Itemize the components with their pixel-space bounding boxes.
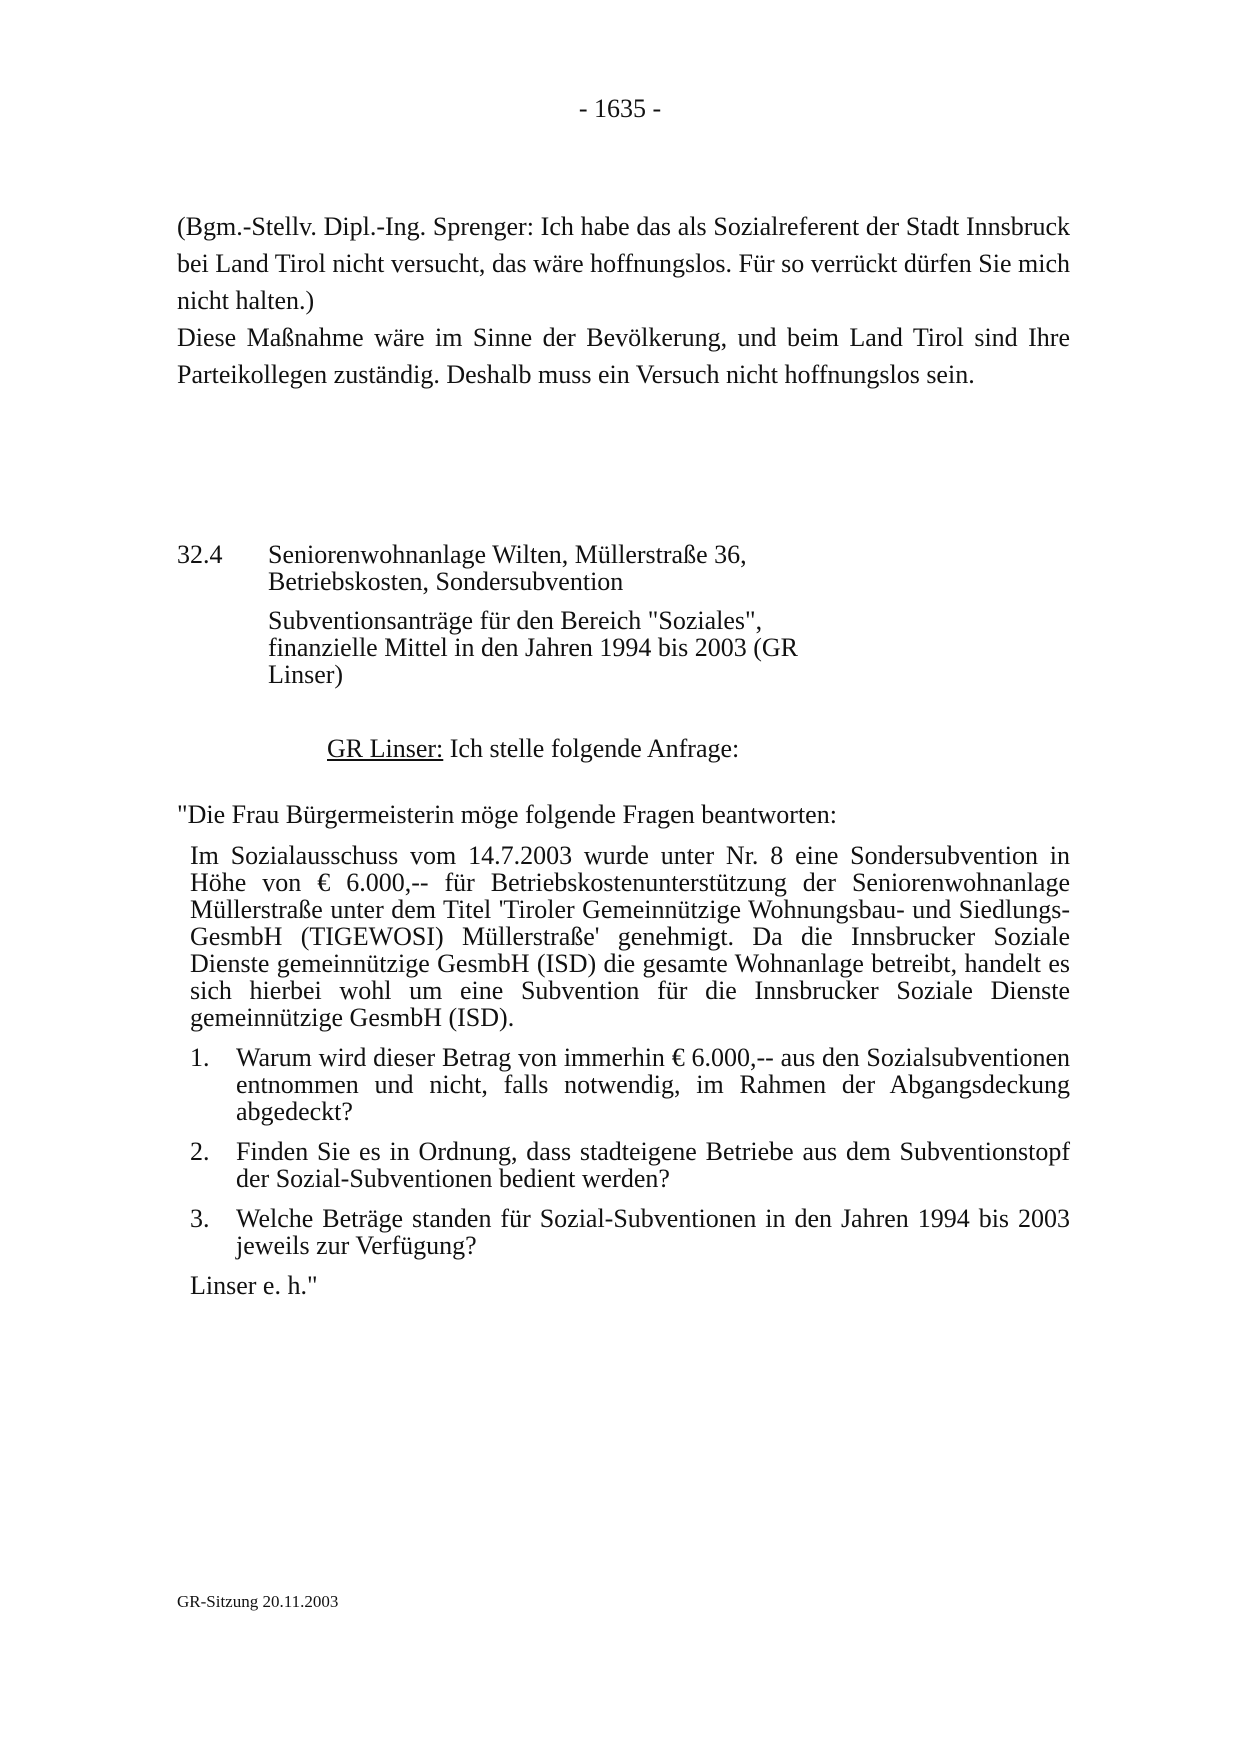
speaker-line: [327, 734, 739, 764]
interjection-text: (Bgm.-Stellv. Dipl.-Ing. Sprenger: Ich habe das als Sozialreferent der Stadt Innsbruck bei Land Tirol nicht versucht, das wäre hoffnungslos. Für so verrückt dürfen Sie mich nicht halten.): [177, 212, 1070, 315]
response-text: Diese Maßnahme wäre im Sinne der Bevölkerung, und beim Land Tirol sind Ihre Parteikollegen zuständig. Deshalb muss ein Versuch nicht hoffnungslos sein.: [177, 323, 1070, 389]
agenda-item-title: Seniorenwohnanlage Wilten, Müllerstraße 36, Betriebskosten, Sondersubvention: [268, 540, 747, 596]
agenda-item-number: 32.4: [177, 540, 223, 569]
agenda-item-text: [268, 541, 868, 688]
signature: Linser e. h.": [190, 1271, 318, 1300]
speaker-statement: Ich stelle folgende Anfrage:: [443, 734, 740, 763]
list-item-text: Welche Beträge standen für Sozial-Subventionen in den Jahren 1994 bis 2003 jeweils zur Verfügung?: [236, 1204, 1070, 1260]
interjection-paragraph: [177, 208, 1070, 319]
question-opening: "Die Frau Bürgermeisterin möge folgende Fragen beantworten:: [177, 800, 837, 829]
list-item-number: 2.: [190, 1137, 210, 1166]
list-item-number: 3.: [190, 1204, 210, 1233]
speaker-name: GR Linser:: [327, 734, 444, 763]
list-item-text: Warum wird dieser Betrag von immerhin € 6.000,-- aus den Sozialsubventionen entnommen und nicht, falls notwendig, im Rahmen der Abgangsdeckung abgedeckt?: [236, 1043, 1070, 1126]
page-number: - 1635 -: [578, 94, 662, 123]
list-item: [190, 1205, 1070, 1259]
list-item: [190, 1138, 1070, 1192]
question-intro: Im Sozialausschuss vom 14.7.2003 wurde unter Nr. 8 eine Sondersubvention in Höhe von € 6.000,-- für Betriebskostenunterstützung der Seniorenwohnanlage Müllerstraße unter dem Titel 'Tiroler Gemeinnützige Wohnungsbau- und Siedlungs-GesmbH (TIGEWOSI) Müllerstraße' genehmigt. Da die Innsbrucker Soziale Dienste gemeinnützige GesmbH (ISD) die gesamte Wohnanlage betreibt, handelt es sich hierbei wohl um eine Subvention für die Innsbrucker Soziale Dienste gemeinnützige GesmbH (ISD).: [190, 841, 1070, 1032]
list-item-number: 1.: [190, 1043, 210, 1072]
question-list: [190, 1044, 1070, 1259]
question-body: [190, 842, 1070, 1299]
list-item: [190, 1044, 1070, 1125]
response-paragraph: [177, 319, 1070, 393]
page-footer: GR-Sitzung 20.11.2003: [177, 1592, 339, 1611]
list-item-text: Finden Sie es in Ordnung, dass stadteigene Betriebe aus dem Subventionstopf der Sozial-Subventionen bedient werden?: [236, 1137, 1070, 1193]
agenda-item-subtitle: Subventionsanträge für den Bereich "Soziales", finanzielle Mittel in den Jahren 1994 bis 2003 (GR Linser): [268, 606, 799, 689]
